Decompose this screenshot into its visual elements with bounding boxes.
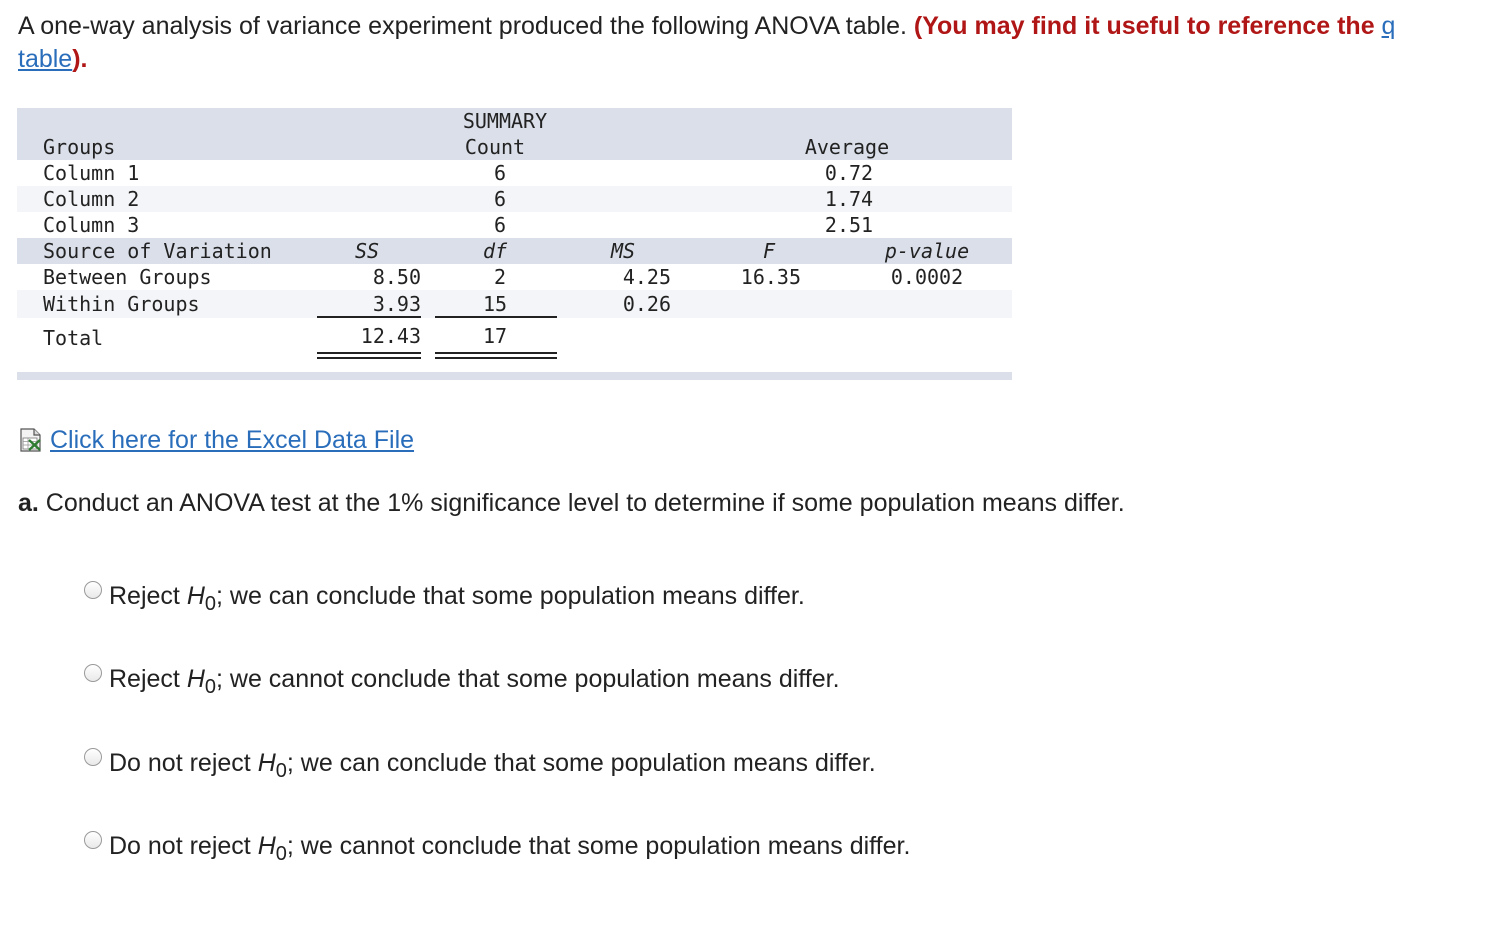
total-ss: 12.43 — [360, 324, 421, 348]
group-label: Column 3 — [43, 213, 140, 237]
radio-button[interactable] — [84, 664, 102, 682]
radio-button[interactable] — [84, 831, 102, 849]
group-average: 0.72 — [824, 161, 874, 185]
ss-total-rule — [317, 352, 421, 354]
within-df: 15 — [482, 292, 508, 316]
group-count: 6 — [493, 187, 507, 211]
f-header: F — [763, 239, 776, 263]
df-total-rule — [435, 352, 557, 354]
option-text: Do not reject $H_0$; we cannot conclude that some population means differ. — [109, 832, 911, 865]
option-text: Reject $H_0$; we cannot conclude that some population means differ. — [109, 665, 840, 698]
within-label: Within Groups — [43, 292, 200, 316]
answer-option[interactable] — [84, 579, 805, 621]
summary-title: SUMMARY — [462, 109, 548, 133]
ss-header: SS — [355, 239, 380, 263]
intro-text: A one-way analysis of variance experiment produced the following ANOVA table. — [18, 12, 914, 40]
between-pvalue: 0.0002 — [890, 265, 964, 289]
question-text: Conduct an ANOVA test at the 1% significance level to determine if some population means differ. — [38, 489, 1125, 517]
option-text: Reject $H_0$; we can conclude that some population means differ. — [109, 582, 805, 615]
question-letter: a. — [18, 489, 39, 517]
pvalue-header: p-value — [884, 239, 970, 263]
within-ss: 3.93 — [372, 292, 421, 316]
groups-header: Groups — [43, 135, 116, 159]
answer-option[interactable] — [84, 662, 840, 704]
excel-file-icon — [18, 427, 44, 453]
count-header: Count — [464, 135, 526, 159]
group-average: 1.74 — [824, 187, 874, 211]
group-count: 6 — [493, 213, 507, 237]
question-a — [18, 487, 1125, 520]
average-header: Average — [804, 135, 890, 159]
ss-sum-rule — [317, 316, 421, 318]
df-total-rule — [435, 357, 557, 359]
answer-option[interactable] — [84, 746, 876, 788]
radio-button[interactable] — [84, 581, 102, 599]
answer-option[interactable] — [84, 829, 910, 871]
ss-total-rule — [317, 357, 421, 359]
excel-data-link[interactable] — [18, 424, 414, 456]
excel-link-text[interactable]: Click here for the Excel Data File — [50, 426, 415, 454]
df-sum-rule — [435, 316, 557, 318]
q-table-link[interactable]: q table — [18, 12, 1396, 73]
group-label: Column 1 — [43, 161, 140, 185]
source-header: Source of Variation — [43, 239, 272, 263]
between-df: 2 — [493, 265, 507, 289]
ms-header: MS — [611, 239, 636, 263]
group-label: Column 2 — [43, 187, 140, 211]
between-label: Between Groups — [43, 265, 212, 289]
table-bottom-band — [17, 372, 1012, 380]
total-df: 17 — [482, 324, 508, 348]
q-table-hint: (You may find it useful to reference the q table). — [18, 12, 1396, 73]
within-ms: 0.26 — [622, 292, 671, 316]
between-ss: 8.50 — [372, 265, 421, 289]
radio-button[interactable] — [84, 748, 102, 766]
between-ms: 4.25 — [622, 265, 671, 289]
option-text: Do not reject $H_0$; we can conclude that some population means differ. — [109, 749, 876, 782]
group-count: 6 — [493, 161, 507, 185]
between-f: 16.35 — [740, 265, 801, 289]
df-header: df — [482, 239, 508, 263]
group-average: 2.51 — [824, 213, 874, 237]
question-intro — [18, 10, 1418, 76]
anova-table — [17, 108, 1012, 380]
total-label: Total — [43, 326, 104, 350]
